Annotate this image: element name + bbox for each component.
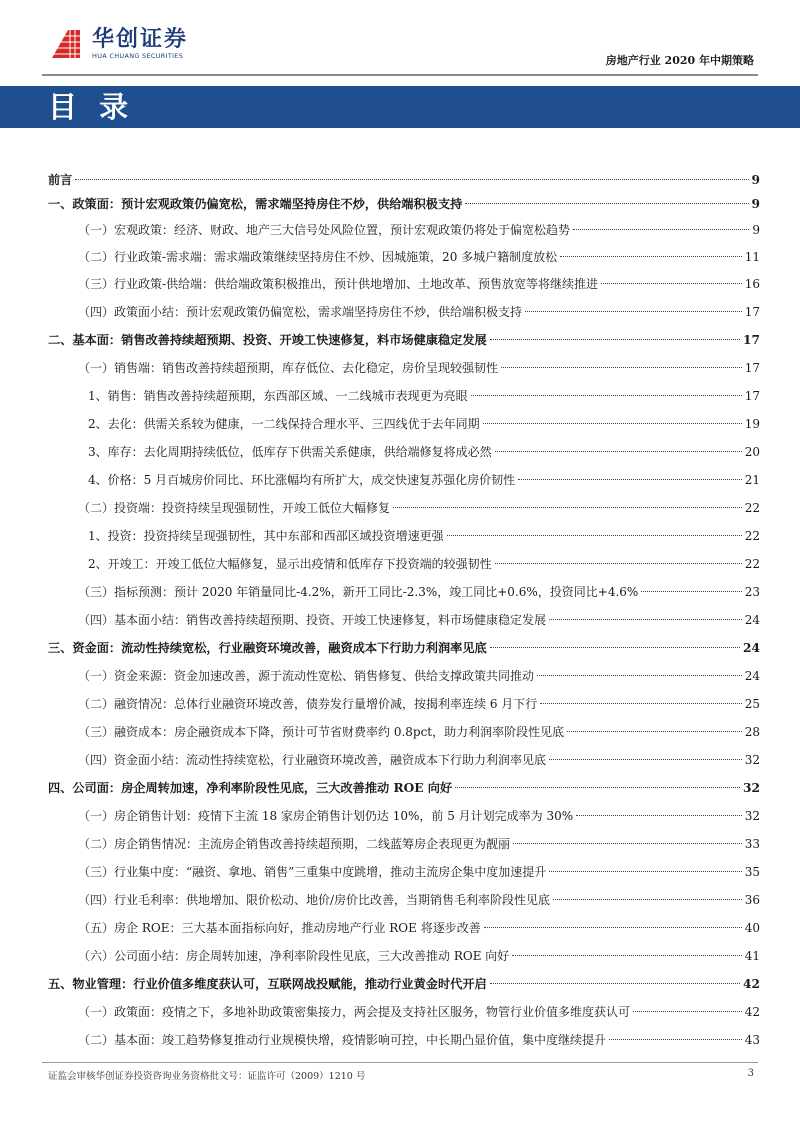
toc-entry-page: 22 bbox=[744, 501, 760, 515]
toc-entry[interactable] bbox=[48, 610, 760, 630]
toc-dot-leader bbox=[549, 871, 741, 872]
toc-entry-label: （五）房企 ROE：三大基本面指标向好，推动房地产行业 ROE 将逐步改善 bbox=[78, 921, 481, 935]
toc-entry[interactable] bbox=[48, 806, 760, 826]
toc-dot-leader bbox=[512, 955, 741, 956]
toc-dot-leader bbox=[553, 899, 742, 900]
toc-entry-page: 9 bbox=[752, 223, 760, 237]
toc-entry-label: （二）投资端：投资持续呈现强韧性，开竣工低位大幅修复 bbox=[78, 501, 391, 515]
toc-dot-leader bbox=[490, 339, 740, 340]
toc-entry-page: 36 bbox=[744, 893, 760, 907]
toc-entry[interactable] bbox=[48, 582, 760, 602]
toc-entry[interactable] bbox=[48, 834, 760, 854]
toc-entry-page: 28 bbox=[744, 725, 760, 739]
toc-entry[interactable] bbox=[48, 778, 760, 798]
toc-entry-label: 四、公司面：房企周转加速，净利率阶段性见底，三大改善推动 ROE 向好 bbox=[48, 781, 453, 795]
footer-disclaimer: 证监会审核华创证券投资咨询业务资格批文号：证监许可（2009）1210 号 bbox=[48, 1071, 366, 1082]
toc-dot-leader bbox=[540, 703, 741, 704]
toc-entry-label: （四）资金面小结：流动性持续宽松，行业融资环境改善，融资成本下行助力利润率见底 bbox=[78, 753, 547, 767]
toc-entry[interactable] bbox=[48, 722, 760, 742]
toc-entry[interactable] bbox=[48, 498, 760, 518]
toc-dot-leader bbox=[609, 1039, 742, 1040]
toc-entry-label: （一）销售端：销售改善持续超预期，库存低位、去化稳定，房价呈现较强韧性 bbox=[78, 361, 499, 375]
toc-entry-page: 24 bbox=[743, 641, 760, 655]
toc-entry-page: 17 bbox=[744, 389, 760, 403]
toc-entry-label: 一、政策面：预计宏观政策仍偏宽松，需求端坚持房住不炒，供给端积极支持 bbox=[48, 197, 463, 211]
toc-entry[interactable] bbox=[48, 554, 760, 574]
toc-entry[interactable] bbox=[48, 330, 760, 350]
toc-entry-label: （三）融资成本：房企融资成本下降，预计可节省财费率约 0.8pct，助力利润率阶段性见底 bbox=[78, 725, 565, 739]
toc-entry[interactable] bbox=[48, 414, 760, 434]
toc-entry[interactable] bbox=[48, 470, 760, 490]
toc-dot-leader bbox=[549, 759, 742, 760]
toc-entry-page: 11 bbox=[744, 250, 760, 264]
toc-entry-label: （一）房企销售计划：疫情下主流 18 家房企销售计划仍达 10%，前 5 月计划完成率为 30% bbox=[78, 809, 574, 823]
toc-entry-page: 24 bbox=[744, 669, 760, 683]
brand-name-cn: 华创证券 bbox=[92, 27, 189, 52]
toc-entry-label: （四）基本面小结：销售改善持续超预期、投资、开竣工快速修复，料市场健康稳定发展 bbox=[78, 613, 547, 627]
toc-entry[interactable] bbox=[48, 194, 760, 214]
toc-entry[interactable] bbox=[48, 170, 760, 190]
toc-entry-label: （二）房企销售情况：主流房企销售改善持续超预期，二线蓝筹房企表现更为靓丽 bbox=[78, 837, 511, 851]
toc-entry-label: （二）行业政策-需求端：需求端政策继续坚持房住不炒、因城施策，20 多城户籍制度放松 bbox=[78, 250, 558, 264]
toc-entry[interactable] bbox=[48, 358, 760, 378]
toc-entry[interactable] bbox=[48, 666, 760, 686]
toc-dot-leader bbox=[633, 1011, 742, 1012]
toc-entry-label: （三）行业政策-供给端：供给端政策积极推出，预计供地增加、土地改革、预售放宽等将继续推进 bbox=[78, 277, 599, 291]
toc-entry-label: 五、物业管理：行业价值多维度获认可，互联网战投赋能，推动行业黄金时代开启 bbox=[48, 977, 487, 991]
toc-entry[interactable] bbox=[48, 302, 760, 322]
toc-entry[interactable] bbox=[48, 694, 760, 714]
toc-dot-leader bbox=[471, 395, 742, 396]
toc-entry-page: 16 bbox=[744, 277, 760, 291]
toc-entry[interactable] bbox=[48, 442, 760, 462]
toc-entry-page: 21 bbox=[744, 473, 760, 487]
toc-entry-label: （三）指标预测：预计 2020 年销量同比-4.2%，新开工同比-2.3%，竣工同比+0.6%，投资同比+4.6% bbox=[78, 585, 639, 599]
toc-entry-page: 41 bbox=[744, 949, 760, 963]
toc-entry-page: 9 bbox=[751, 173, 760, 187]
toc-dot-leader bbox=[490, 647, 740, 648]
toc-entry[interactable] bbox=[48, 1002, 760, 1022]
toc-entry-label: （一）资金来源：资金加速改善，源于流动性宽松、销售修复、供给支撑政策共同推动 bbox=[78, 669, 535, 683]
toc-dot-leader bbox=[393, 507, 742, 508]
toc-entry-page: 35 bbox=[744, 865, 760, 879]
huachuang-logo-icon bbox=[48, 26, 84, 62]
toc-entry-label: （二）融资情况：总体行业融资环境改善，债券发行量增价减，按揭利率连续 6 月下行 bbox=[78, 697, 538, 711]
toc-entry-page: 23 bbox=[744, 585, 760, 599]
toc-entry[interactable] bbox=[48, 220, 760, 240]
toc-dot-leader bbox=[495, 563, 742, 564]
toc-entry-page: 19 bbox=[744, 417, 760, 431]
toc-entry-page: 22 bbox=[744, 529, 760, 543]
toc-entry-page: 9 bbox=[751, 197, 760, 211]
toc-dot-leader bbox=[525, 311, 742, 312]
toc-entry-page: 42 bbox=[744, 1005, 760, 1019]
brand-name-en: HUA CHUANG SECURITIES bbox=[92, 52, 184, 60]
toc-entry[interactable] bbox=[48, 274, 760, 294]
toc-entry[interactable] bbox=[48, 862, 760, 882]
footer-divider bbox=[42, 1062, 758, 1063]
toc-dot-leader bbox=[484, 927, 742, 928]
toc-dot-leader bbox=[513, 843, 742, 844]
toc-dot-leader bbox=[549, 619, 742, 620]
toc-entry-label: （六）公司面小结：房企周转加速，净利率阶段性见底，三大改善推动 ROE 向好 bbox=[78, 949, 510, 963]
toc-entry[interactable] bbox=[48, 750, 760, 770]
toc-entry-label: （二）基本面：竣工趋势修复推动行业规模快增，疫情影响可控，中长期凸显价值，集中度继续提升 bbox=[78, 1033, 607, 1047]
toc-entry-page: 32 bbox=[744, 809, 760, 823]
toc-dot-leader bbox=[537, 675, 742, 676]
toc-dot-leader bbox=[490, 983, 740, 984]
company-logo bbox=[48, 26, 188, 62]
toc-entry-label: （一）政策面：疫情之下，多地补助政策密集接力，两会提及支持社区服务，物管行业价值多维度获认可 bbox=[78, 1005, 631, 1019]
toc-dot-leader bbox=[518, 479, 742, 480]
toc-entry[interactable] bbox=[48, 974, 760, 994]
toc-entry-label: 三、资金面：流动性持续宽松，行业融资环境改善，融资成本下行助力利润率见底 bbox=[48, 641, 487, 655]
toc-dot-leader bbox=[483, 423, 742, 424]
report-title: 房地产行业 2020 年中期策略 bbox=[605, 54, 754, 67]
toc-dot-leader bbox=[465, 203, 748, 204]
toc-entry-page: 40 bbox=[744, 921, 760, 935]
toc-dot-leader bbox=[495, 451, 742, 452]
toc-entry-page: 33 bbox=[744, 837, 760, 851]
toc-entry-label: 1、销售：销售改善持续超预期，东西部区域、一二线城市表现更为亮眼 bbox=[88, 389, 468, 403]
toc-entry-page: 32 bbox=[743, 781, 760, 795]
toc-dot-leader bbox=[560, 256, 742, 257]
toc-entry-page: 20 bbox=[744, 445, 760, 459]
toc-dot-leader bbox=[573, 229, 749, 230]
toc-entry-label: （四）行业毛利率：供地增加、限价松动、地价/房价比改善，当期销售毛利率阶段性见底 bbox=[78, 893, 551, 907]
toc-entry-label: 2、开竣工：开竣工低位大幅修复，显示出疫情和低库存下投资端的较强韧性 bbox=[88, 557, 492, 571]
toc-entry-label: （三）行业集中度：“融资、拿地、销售”三重集中度跳增，推动主流房企集中度加速提升 bbox=[78, 865, 547, 879]
toc-entry-label: 前言 bbox=[48, 173, 73, 187]
page-header bbox=[0, 0, 800, 82]
toc-dot-leader bbox=[75, 179, 748, 180]
toc-entry-page: 17 bbox=[744, 305, 760, 319]
toc-entry-label: 2、去化：供需关系较为健康，一二线保持合理水平、三四线优于去年同期 bbox=[88, 417, 480, 431]
toc-entry-page: 17 bbox=[743, 333, 760, 347]
toc-dot-leader bbox=[567, 731, 742, 732]
toc-entry[interactable] bbox=[48, 638, 760, 658]
toc-entry-page: 43 bbox=[744, 1033, 760, 1047]
header-divider bbox=[42, 74, 758, 76]
toc-entry-label: 二、基本面：销售改善持续超预期、投资、开竣工快速修复，料市场健康稳定发展 bbox=[48, 333, 487, 347]
toc-entry[interactable] bbox=[48, 386, 760, 406]
toc-entry-page: 22 bbox=[744, 557, 760, 571]
toc-entry-page: 42 bbox=[743, 977, 760, 991]
toc-dot-leader bbox=[576, 815, 742, 816]
toc-entry-label: （四）政策面小结：预计宏观政策仍偏宽松，需求端坚持房住不炒，供给端积极支持 bbox=[78, 305, 523, 319]
toc-entry-label: 3、库存：去化周期持续低位，低库存下供需关系健康，供给端修复将成必然 bbox=[88, 445, 492, 459]
toc-entry[interactable] bbox=[48, 1030, 760, 1050]
toc-entry[interactable] bbox=[48, 918, 760, 938]
toc-dot-leader bbox=[601, 283, 742, 284]
toc-dot-leader bbox=[455, 787, 740, 788]
toc-dot-leader bbox=[641, 591, 741, 592]
toc-entry[interactable] bbox=[48, 890, 760, 910]
toc-entry-label: （一）宏观政策：经济、财政、地产三大信号处风险位置，预计宏观政策仍将处于偏宽松趋势 bbox=[78, 223, 571, 237]
toc-entry[interactable] bbox=[48, 526, 760, 546]
toc-entry-label: 4、价格：5 月百城房价同比、环比涨幅均有所扩大，成交快速复苏强化房价韧性 bbox=[88, 473, 516, 487]
toc-dot-leader bbox=[447, 535, 742, 536]
toc-entry-page: 17 bbox=[744, 361, 760, 375]
toc-dot-leader bbox=[501, 367, 742, 368]
toc-entry-page: 25 bbox=[744, 697, 760, 711]
section-banner bbox=[0, 86, 800, 128]
toc-entry[interactable] bbox=[48, 247, 760, 267]
toc-entry-page: 24 bbox=[744, 613, 760, 627]
page-number: 3 bbox=[747, 1068, 754, 1079]
toc-entry[interactable] bbox=[48, 946, 760, 966]
banner-title: 目 录 bbox=[48, 90, 135, 124]
toc-entry-page: 32 bbox=[744, 753, 760, 767]
toc-entry-label: 1、投资：投资持续呈现强韧性，其中东部和西部区域投资增速更强 bbox=[88, 529, 444, 543]
